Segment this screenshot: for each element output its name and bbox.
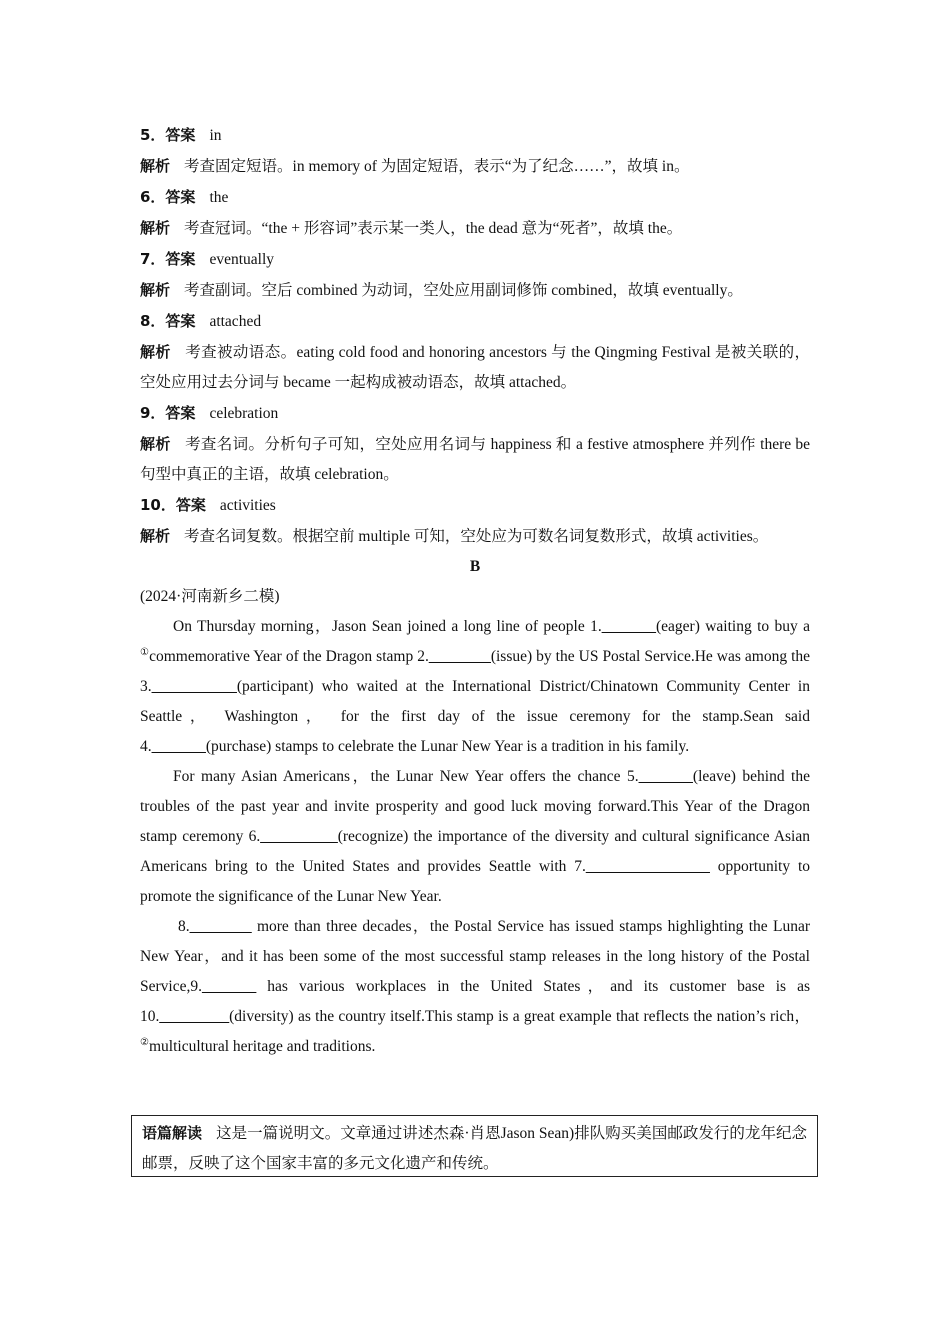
passage-paragraph-1: On Thursday morning，Jason Sean joined a long line of people 1._______(eager) waiting to buy a ①commemorative Year of the Dragon stamp 2.________(issue) by the US Postal Service.He was among the 3.___________(participant) who waited at the International District/Chinatown Community Center in Seattle， Washington， for the first day of the issue ceremony for the stamp.Sean said 4._______(purchase) stamps to celebrate the Lunar New Year is a tradition in his family. <box>140 618 811 755</box>
reading-analysis-box <box>131 1115 818 1177</box>
reading-analysis-text: 这是一篇说明文。文章通过讲述杰森·肖恩Jason Sean)排队购买美国邮政发行的龙年纪念邮票，反映了这个国家丰富的多元文化遗产和传统。 <box>142 1125 807 1172</box>
blank-9: _______ <box>201 978 257 995</box>
section-title: B <box>469 558 481 575</box>
analysis-9: 解析 考查名词。分析句子可知，空处应用名词与 happiness 和 a festive atmosphere 并列作 there be 句型中真正的主语，故填 celebration。 <box>140 435 810 483</box>
answer-value: activities <box>219 497 276 514</box>
passage-paragraph-2: For many Asian Americans，the Lunar New Year offers the chance 5._______(leave) behind the troubles of the past year and invite prosperity and good luck moving forward.This Year of the Dragon stamp ceremony 6.__________(recognize) the importance of the diversity and cultural significance Asian Americans bring to the United States and provides Seattle with 7.________________ opportunity to promote the significance of the Lunar New Year. <box>140 768 810 905</box>
answer-7: 7．答案 eventually <box>140 250 274 268</box>
answer-list <box>140 120 810 552</box>
passage-paragraph-3: 8.________ more than three decades，the Postal Service has issued stamps highlighting the Lunar New Year，and it has been some of the most successful stamp releases in the long history of the Postal Service,9._______ has various workplaces in the United States，and its customer base is as 10._________(diversity) as the country itself.This stamp is a great example that reflects the nation’s rich，②multicultural heritage and traditions. <box>140 918 810 1055</box>
blank-6: __________ <box>260 828 338 845</box>
section-source: (2024·河南新乡二模) <box>140 588 280 605</box>
footnote-marker-2: ② <box>140 1037 149 1048</box>
answer-value: in <box>209 127 222 144</box>
analysis-7: 解析 考查副词。空后 combined 为动词，空处应用副词修饰 combined，故填 eventually。 <box>140 281 743 299</box>
answer-value: attached <box>209 313 262 330</box>
analysis-6: 解析 考查冠词。“the + 形容词”表示某一类人，the dead 意为“死者”，故填 the。 <box>140 219 683 237</box>
blank-3: ___________ <box>151 678 237 695</box>
analysis-10: 解析 考查名词复数。根据空前 multiple 可知，空处应为可数名词复数形式，故填 activities。 <box>140 527 769 545</box>
answer-10: 10．答案 activities <box>140 496 276 514</box>
answer-value: celebration <box>209 405 279 422</box>
analysis-5: 解析 考查固定短语。in memory of 为固定短语，表示“为了纪念……”，故填 in。 <box>140 157 690 175</box>
reading-analysis-label: 语篇解读 <box>142 1124 203 1142</box>
blank-4: _______ <box>151 738 206 755</box>
blank-8: ________ <box>189 918 252 935</box>
answer-8: 8．答案 attached <box>140 312 262 330</box>
analysis-8: 解析 考查被动语态。eating cold food and honoring ancestors 与 the Qingming Festival 是被关联的，空处应用过去分词与 became 一起构成被动语态，故填 attached。 <box>140 343 810 391</box>
answer-value: the <box>209 189 229 206</box>
answer-value: eventually <box>209 251 274 268</box>
blank-10: _________ <box>159 1008 230 1025</box>
document-page <box>140 120 810 1062</box>
blank-2: ________ <box>428 648 491 665</box>
answer-9: 9．答案 celebration <box>140 404 279 422</box>
blank-5: _______ <box>638 768 693 785</box>
answer-5: 5．答案 in <box>140 126 222 144</box>
answer-6: 6．答案 the <box>140 188 229 206</box>
blank-1: _______ <box>601 618 656 635</box>
footnote-marker-1: ① <box>140 647 150 658</box>
blank-7: ________________ <box>585 858 710 875</box>
